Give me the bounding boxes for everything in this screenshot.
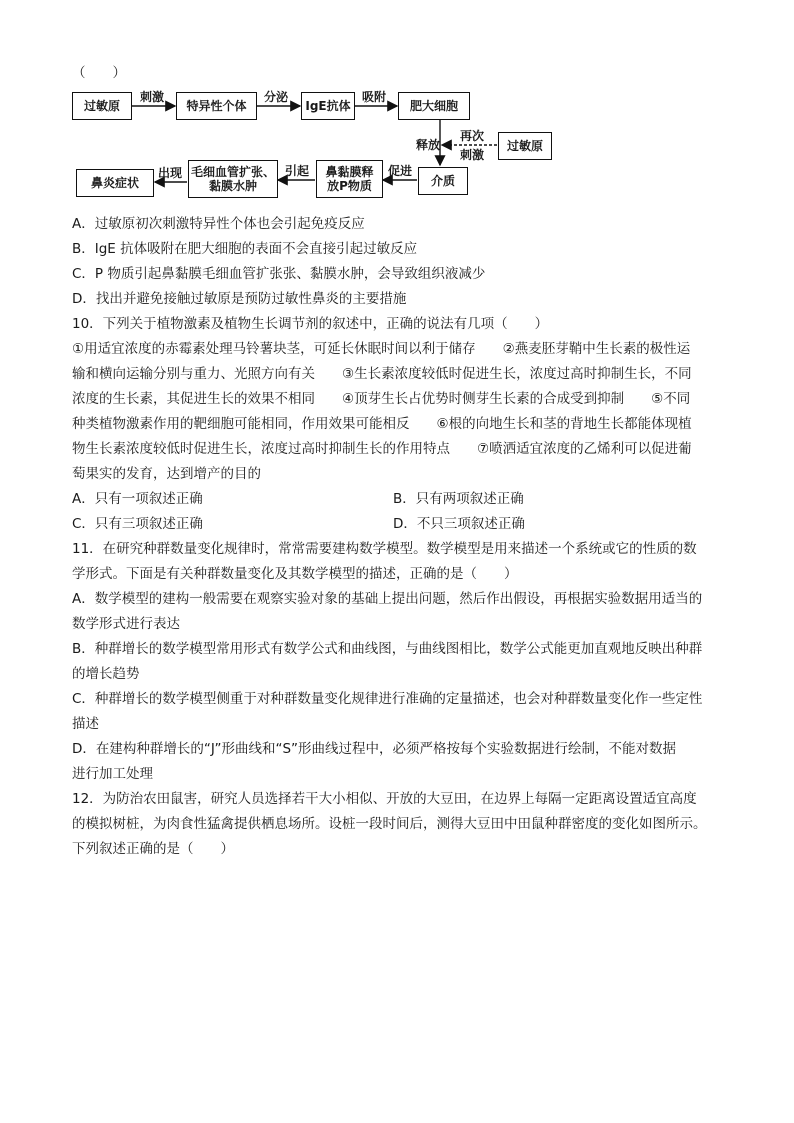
q9-answer-paren: （ ）: [72, 65, 126, 81]
q11-option-c-cont: 描述: [72, 716, 99, 732]
box-nasal-mucosa-p-substance: [316, 160, 383, 198]
q11-option-d: D．在建构种群增长的“J”形曲线和“S”形曲线过程中，必须严格按每个实验数据进行绘制，不能对数据: [72, 741, 677, 757]
allergic-rhinitis-flowchart: [72, 88, 552, 202]
q10-body-line: 萄果实的发育，达到增产的目的: [72, 466, 261, 482]
q10-option-d: D．不只三项叙述正确: [393, 516, 525, 532]
q12-stem-line-2: 的模拟树桩，为肉食性猛禽提供栖息场所。设桩一段时间后，测得大豆田中田鼠种群密度的变化如图所示。: [72, 816, 707, 832]
mucosa-line-1: 鼻黏膜释: [325, 165, 374, 179]
label-cause: 引起: [285, 164, 310, 178]
label-promote: 促进: [388, 164, 413, 178]
q11-option-d-cont: 进行加工处理: [72, 766, 153, 782]
q10-option-c: C．只有三项叙述正确: [72, 516, 203, 532]
box-allergen-initial: 过敏原: [72, 92, 132, 120]
q11-option-b-cont: 的增长趋势: [72, 666, 140, 682]
q10-option-b: B．只有两项叙述正确: [393, 491, 524, 507]
q11-option-a-cont: 数学形式进行表达: [72, 616, 180, 632]
label-stimulate: 刺激: [140, 90, 165, 104]
capillary-line-2: 黏膜水肿: [208, 179, 257, 193]
mucosa-line-2: 放P物质: [327, 179, 372, 193]
label-appear: 出现: [158, 166, 183, 180]
q9-option-d: D．找出并避免接触过敏原是预防过敏性鼻炎的主要措施: [72, 291, 407, 307]
q11-stem-line-1: 11．在研究种群数量变化规律时，常常需要建构数学模型。数学模型是用来描述一个系统或它的性质的数: [72, 541, 697, 557]
q12-stem-line-1: 12．为防治农田鼠害，研究人员选择若干大小相似、开放的大豆田，在边界上每隔一定距离设置适宜高度: [72, 791, 697, 807]
q11-stem-line-2: 学形式。下面是有关种群数量变化及其数学模型的描述，正确的是（ ）: [72, 566, 518, 582]
q9-option-b: B．IgE 抗体吸附在肥大细胞的表面不会直接引起过敏反应: [72, 241, 418, 257]
label-again: 再次: [460, 129, 485, 143]
label-adsorb: 吸附: [362, 90, 387, 104]
q9-option-a: A．过敏原初次刺激特异性个体也会引起免疫反应: [72, 216, 365, 232]
box-allergen-again: 过敏原: [498, 132, 552, 160]
box-rhinitis-symptom: 鼻炎症状: [76, 169, 154, 197]
q12-stem-line-3: 下列叙述正确的是（ ）: [72, 841, 234, 857]
q10-body-line: 输和横向运输分别与重力、光照方向有关 ③生长素浓度较低时促进生长，浓度过高时抑制生长，不同: [72, 366, 692, 382]
box-specific-individual: 特异性个体: [176, 92, 257, 120]
label-release: 释放: [416, 138, 441, 152]
q11-option-b: B．种群增长的数学模型常用形式有数学公式和曲线图，与曲线图相比，数学公式能更加直观地反映出种群: [72, 641, 703, 657]
q10-body-line: 种类植物激素作用的靶细胞可能相同，作用效果可能相反 ⑥根的向地生长和茎的背地生长都能体现植: [72, 416, 692, 432]
q10-stem: 10．下列关于植物激素及植物生长调节剂的叙述中，正确的说法有几项（ ）: [72, 316, 549, 332]
box-ige-antibody: IgE抗体: [301, 92, 355, 120]
q10-body-line: ①用适宜浓度的赤霉素处理马铃薯块茎，可延长休眠时间以利于储存 ②燕麦胚芽鞘中生长素的极性运: [72, 341, 691, 357]
capillary-line-1: 毛细血管扩张、: [190, 165, 275, 179]
q11-option-a: A．数学模型的建构一般需要在观察实验对象的基础上提出问题，然后作出假设，再根据实验数据用适当的: [72, 591, 703, 607]
box-mediator: 介质: [418, 167, 468, 195]
q9-option-c: C．P 物质引起鼻黏膜毛细血管扩张张、黏膜水肿，会导致组织液减少: [72, 266, 486, 282]
label-again-stimulate: 刺激: [460, 148, 485, 162]
box-capillary-dilation-edema: [188, 160, 278, 198]
q11-option-c: C．种群增长的数学模型侧重于对种群数量变化规律进行准确的定量描述，也会对种群数量变化作一些定性: [72, 691, 703, 707]
q10-body-line: 浓度的生长素，其促进生长的效果不相同 ④顶芽生长占优势时侧芽生长素的合成受到抑制 ⑤不同: [72, 391, 691, 407]
q10-option-a: A．只有一项叙述正确: [72, 491, 203, 507]
box-mast-cell: 肥大细胞: [398, 92, 470, 120]
label-secrete: 分泌: [264, 90, 289, 104]
q10-body-line: 物生长素浓度较低时促进生长，浓度过高时抑制生长的作用特点 ⑦喷洒适宜浓度的乙烯利可以促进葡: [72, 441, 692, 457]
